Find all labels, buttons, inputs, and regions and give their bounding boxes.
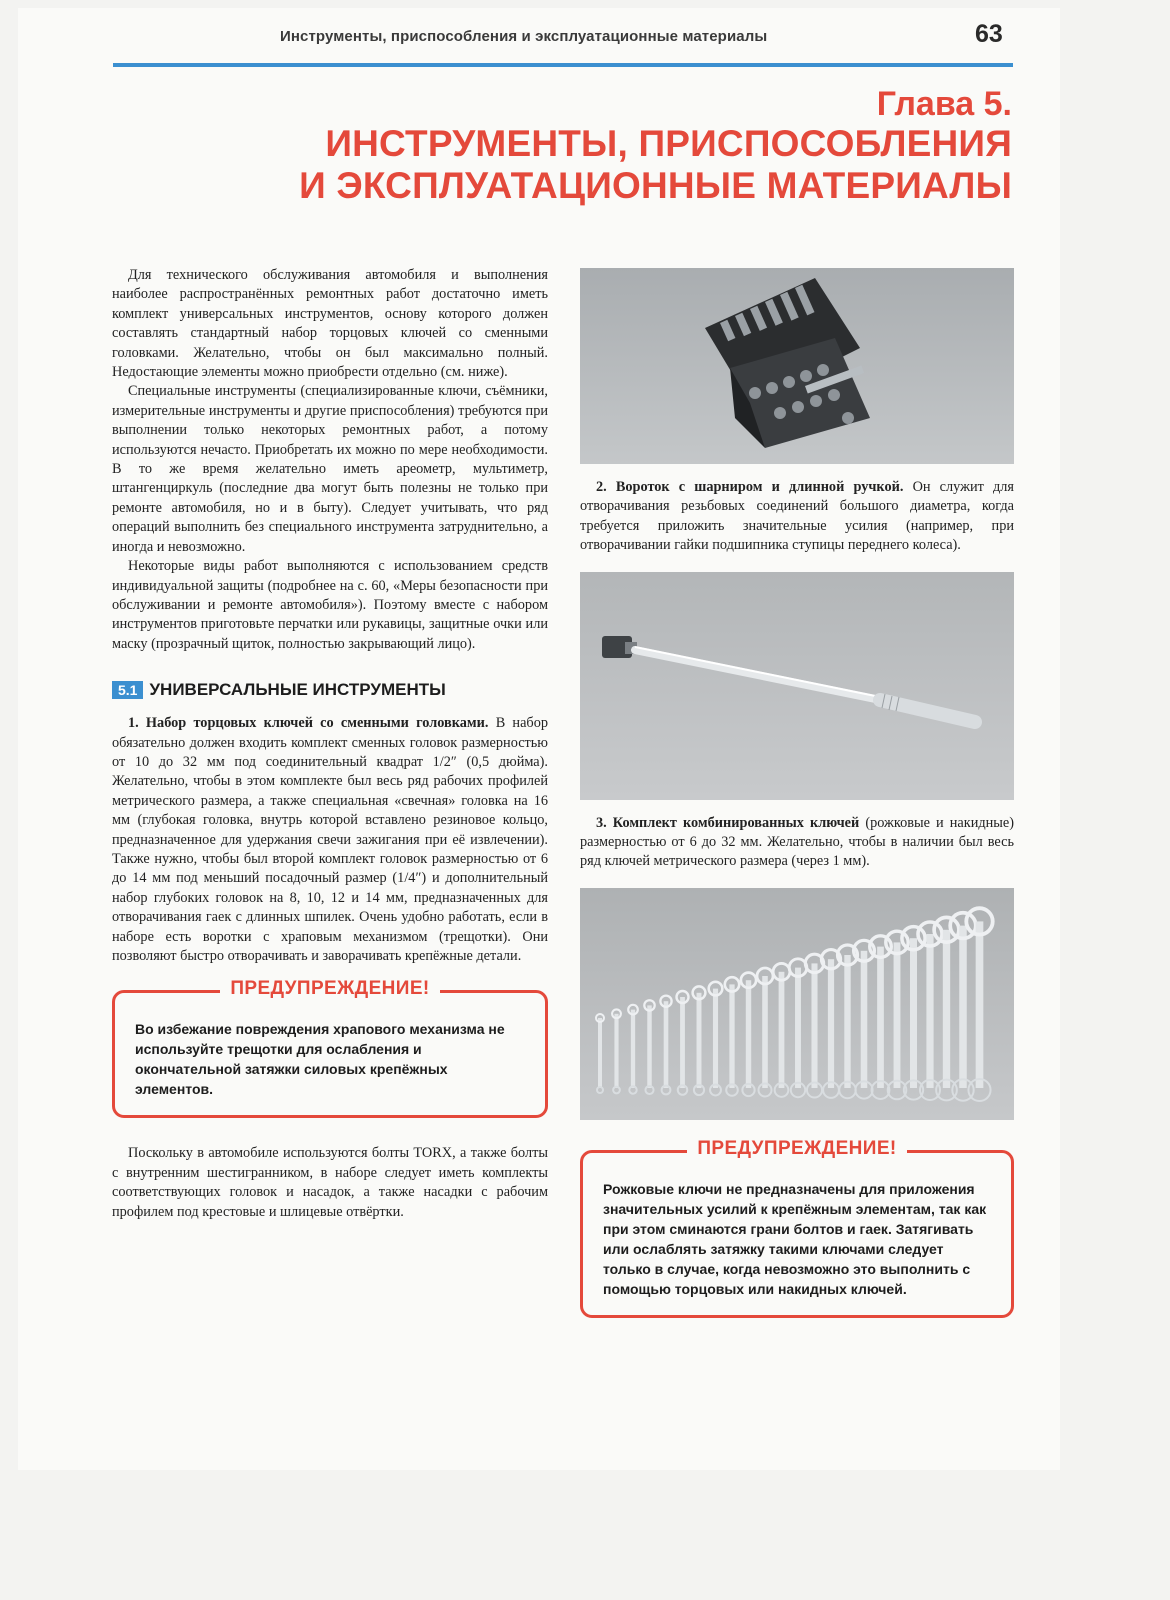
section-title: УНИВЕРСАЛЬНЫЕ ИНСТРУМЕНТЫ <box>149 680 446 700</box>
socket-set-photo <box>580 268 1014 464</box>
caption-2-lead: 2. Вороток с шарниром и длинной ручкой. <box>596 479 904 495</box>
item-1-paragraph <box>112 714 548 966</box>
left-column <box>112 266 548 1222</box>
caption-3 <box>580 814 1014 872</box>
header-rule <box>113 63 1013 67</box>
warning-text-left: Во избежание повреждения храпового механизма не используйте трещотки для ослабления и окончательной затяжки силовых крепёжных элементов. <box>135 1021 505 1098</box>
intro-paragraph-2: Специальные инструменты (специализированные ключи, съёмники, измерительные инструменты и другие приспособления) требуются при выполнении только некоторых ремонтных работ, а потому используются нечасто. Приобретать их можно по мере необходимости. В то же время желательно иметь ареометр, мультиметр, штангенциркуль (последние два могут быть полезны не только при ремонте автомобиля, но и в быту). Следует учитывать, что ряд операций выполнить без специального инструмента затруднительно, а иногда и невозможно. <box>112 383 548 555</box>
warning-title-left: ПРЕДУПРЕЖДЕНИЕ! <box>220 978 439 999</box>
chapter-number: Глава 5. <box>876 85 1012 123</box>
closing-paragraph: Поскольку в автомобиле используются болты TORX, а также болты с внутренним шестигранником, в наборе следует иметь комплекты соответствующих головок и насадок, а также насадки с рабочим профилем под крестовые и шлицевые отвёртки. <box>112 1145 548 1220</box>
intro-paragraph-1: Для технического обслуживания автомобиля и выполнения наиболее распространённых ремонтных работ достаточно иметь комплект универсальных инструментов, основу которого должен составлять стандартный набор торцовых ключей со сменными головками. Желательно, чтобы он был максимально полный. Недостающие элементы можно приобрести отдельно (см. ниже). <box>112 267 548 381</box>
warning-title-right: ПРЕДУПРЕЖДЕНИЕ! <box>687 1138 906 1159</box>
breaker-bar-illustration <box>580 572 1014 800</box>
page-number: 63 <box>975 20 1003 48</box>
section-heading <box>112 680 548 700</box>
chapter-title-line2: И ЭКСПЛУАТАЦИОННЫЕ МАТЕРИАЛЫ <box>299 164 1012 206</box>
scan-margin <box>0 1476 1170 1600</box>
spanner-set-photo <box>580 888 1014 1120</box>
warning-text-right: Рожковые ключи не предназначены для приложения значительных усилий к крепёжным элементам, так как при этом сминаются грани болтов и гаек. Затягивать или ослаблять затяжку такими ключами следует только в случае, когда невозможно это выполнить с помощью торцовых или накидных ключей. <box>603 1180 987 1297</box>
item-1-lead: 1. Набор торцовых ключей со сменными головками. <box>128 715 489 732</box>
intro-paragraph-3: Некоторые виды работ выполняются с использованием средств индивидуальной защиты (подробнее на с. 60, «Меры безопасности при обслуживании и ремонте автомобиля»). Поэтому вместе с набором инструментов приготовьте перчатки или рукавицы, защитные очки или маску (прозрачный щиток, полностью закрывающий лицо). <box>112 558 548 652</box>
caption-3-lead: 3. Комплект комбинированных ключей <box>596 814 860 831</box>
item-1-text: В набор обязательно должен входить комплект сменных головок размерностью от 10 до 32 мм под соединительный квадрат 1/2″ (0,5 дюйма). Желательно, чтобы в этом комплекте был весь ряд рабочих профилей метрического размера, а также специальная «свечная» головка на 16 мм (глубокая головка, внутрь которой вставлено резиновое кольцо, предназначенное для удержания свечи зажигания при её извлечении). Также нужно, чтобы был второй комплект головок размерностью от 6 до 14 мм под меньший посадочный размер (1/4″) и дополнительный набор глубоких головок на 8, 10, 12 и 14 мм, предназначенных для отворачивания гаек с длинных шпилек. Очень удобно работать, если в наборе есть воротки с храповым механизмом (трещотки). Они позволяют быстро отворачивать и заворачивать крепёжные детали. <box>112 715 548 964</box>
caption-2 <box>580 478 1014 556</box>
spanner-set-illustration <box>580 888 1014 1120</box>
chapter-title <box>299 85 1012 206</box>
right-column <box>580 268 1014 1318</box>
breaker-bar-photo <box>580 572 1014 800</box>
caption-3-text: (рожковые и накидные) размерностью от 6 до 32 мм. Желательно, чтобы в наличии был весь ряд ключей метрического размера (через 1 мм). <box>580 814 1015 870</box>
running-header: Инструменты, приспособления и эксплуатационные материалы <box>280 28 768 45</box>
socket-case-illustration <box>580 268 1014 464</box>
section-number: 5.1 <box>112 681 143 699</box>
chapter-title-line1: ИНСТРУМЕНТЫ, ПРИСПОСОБЛЕНИЯ <box>325 123 1012 165</box>
warning-box-right <box>580 1137 1014 1318</box>
caption-2-text: Он служит для отворачивания резьбовых соединений большого диаметра, когда требуется приложить значительные усилия (например, при отворачивании гайки подшипника ступицы переднего колеса). <box>580 479 1015 554</box>
warning-box-left <box>112 978 548 1118</box>
